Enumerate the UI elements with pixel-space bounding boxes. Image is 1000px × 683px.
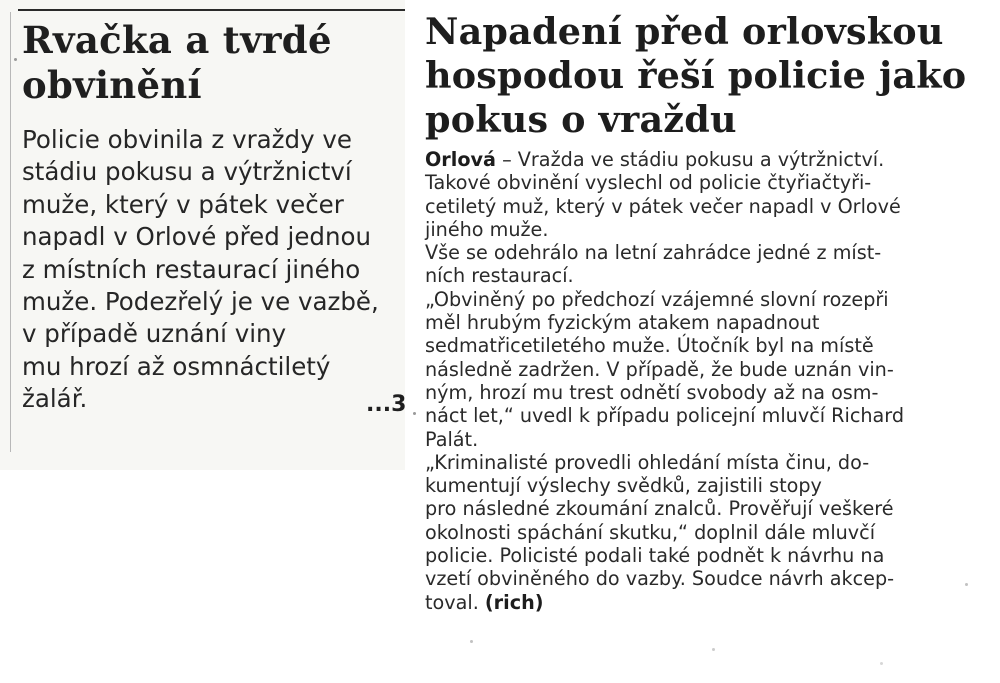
article-line: následně zadržen. V případě, že bude uznán vin- — [425, 357, 894, 381]
article-headline-line: pokus o vraždu — [425, 98, 737, 141]
article-line: měl hrubým fyzickým atakem napadnout — [425, 311, 820, 335]
teaser-top-rule — [18, 9, 405, 11]
article-first-line — [425, 148, 990, 171]
author-tag: (rich) — [484, 590, 544, 614]
teaser-body — [22, 124, 402, 416]
article-line: náct let,“ uvedl k případu policejní mluvčí Richard — [425, 404, 905, 428]
article-headline — [425, 10, 990, 142]
teaser-title-line: obvinění — [22, 63, 202, 107]
article-lead-text: – Vražda ve stádiu pokusu a výtržnictví. — [496, 148, 885, 171]
teaser-body-line: napadl v Orlové před jednou — [22, 222, 372, 252]
article-line: Takové obvinění vyslechl od policie čtyřiačtyři- — [425, 171, 872, 195]
article-line: ních restaurací. — [425, 264, 574, 288]
article-line: „Obviněný po předchozí vzájemné slovní rozepři — [425, 287, 889, 311]
teaser-title — [22, 18, 392, 108]
teaser-body-line: muže. Podezřelý je ve vazbě, — [22, 287, 379, 317]
teaser-body-line: žalář. — [22, 384, 88, 414]
article-last-line — [425, 591, 990, 614]
article-line: Palát. — [425, 427, 479, 451]
scan-speck — [965, 583, 968, 586]
article-line: jiného muže. — [425, 217, 549, 241]
teaser-box — [0, 0, 405, 470]
teaser-body-line: v případě uznání viny — [22, 319, 287, 349]
teaser-body-line: stádiu pokusu a výtržnictví — [22, 157, 352, 187]
article-line: okolnosti spáchání skutku,“ doplnil dále mluvčí — [425, 520, 876, 544]
teaser-body-line: mu hrozí až osmnáctiletý — [22, 351, 331, 381]
teaser-title-line: Rvačka a tvrdé — [22, 18, 332, 62]
scan-speck — [14, 58, 17, 61]
teaser-body-line: Policie obvinila z vraždy ve — [22, 125, 352, 154]
article-last-text: toval. — [425, 590, 485, 614]
article-headline-line: Napadení před orlovskou — [425, 10, 944, 53]
scan-speck — [413, 412, 416, 415]
article-line: „Kriminalisté provedli ohledání místa činu, do- — [425, 450, 870, 474]
article-line: policie. Policisté podali také podnět k návrhu na — [425, 544, 885, 568]
teaser-body-line: z místních restaurací jiného — [22, 254, 361, 284]
article-dateline: Orlová — [425, 148, 496, 171]
page-reference-link[interactable]: ...3 — [366, 392, 407, 417]
article-line: kumentují výslechy svědků, zajistili stopy — [425, 474, 822, 498]
teaser-left-rule — [10, 12, 11, 452]
article-line: cetiletý muž, který v pátek večer napadl v Orlové — [425, 194, 901, 218]
scan-speck — [470, 640, 473, 643]
scan-speck — [880, 662, 883, 665]
article-line: sedmatřicetiletého muže. Útočník byl na místě — [425, 334, 874, 358]
article-line: Vše se odehrálo na letní zahrádce jedné z míst- — [425, 241, 882, 265]
article-line: pro následné zkoumání znalců. Prověřují veškeré — [425, 497, 894, 521]
teaser-body-line: muže, který v pátek večer — [22, 189, 344, 219]
scan-speck — [712, 648, 715, 651]
article-body — [425, 148, 990, 614]
article-line: vzetí obviněného do vazby. Soudce návrh akcep- — [425, 567, 895, 591]
article-line: ným, hrozí mu trest odnětí svobody až na osm- — [425, 380, 879, 404]
article-headline-line: hospodou řeší policie jako — [425, 54, 967, 97]
